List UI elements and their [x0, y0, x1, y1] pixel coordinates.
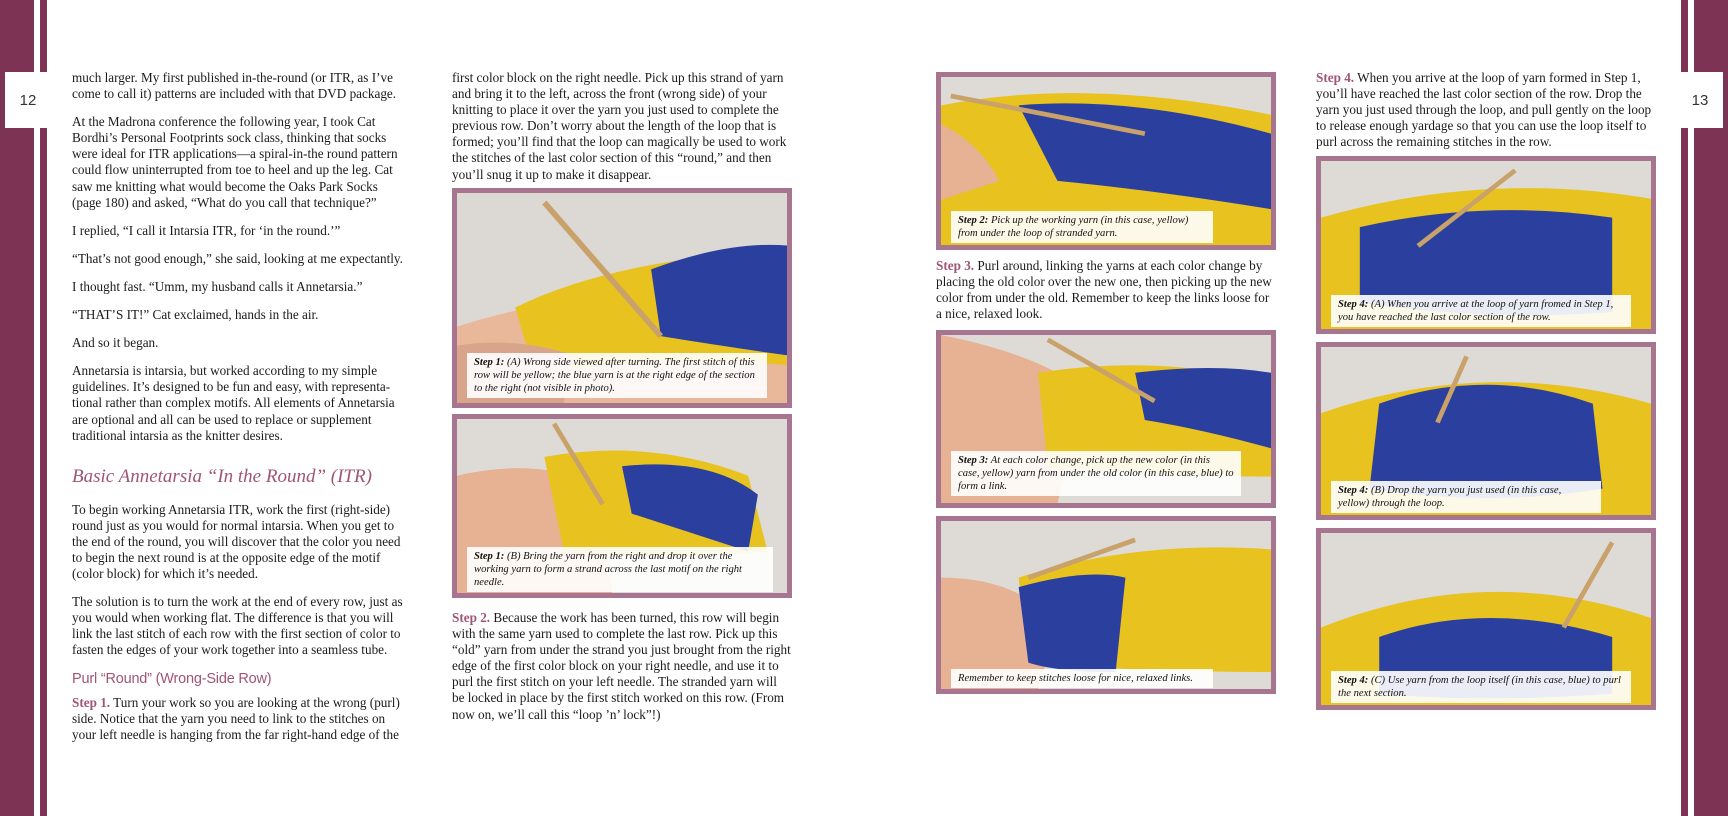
- step-text: Turn your work so you are looking at the wrong (purl) side. Notice that the yarn you need to link to the stitches on your left needle is hanging from the far right-hand edge of the: [72, 694, 400, 742]
- photo-caption: Step 1: (A) Wrong side viewed after turning. The first stitch of this row will be yellow; the blue yarn is at the right edge of the section to the right (not visible in photo).: [467, 353, 767, 398]
- knitting-photo-step2: [936, 72, 1276, 250]
- paragraph: “That’s not good enough,” she said, looking at me expectantly.: [72, 250, 403, 266]
- text-column-2-continued: [452, 610, 792, 735]
- photo-caption: Step 4: (A) When you arrive at the loop of yarn fromed in Step 1, you have reached the last color section of the row.: [1331, 295, 1631, 327]
- knitting-photo-illustration: [941, 521, 1271, 689]
- photo-caption: Step 2: Pick up the working yarn (in this case, yellow) from under the loop of stranded yarn.: [951, 211, 1213, 243]
- paragraph: first color block on the right needle. Pick up this strand of yarn and bring it to the left, across the front (wrong side) of your knitting to place it over the yarn you just used to complete the previous row. Don’t worry about the length of the loop that is formed; you’ll find that the loop can magically be used to work the stitches of the last color section of this “round,” and then you’ll snug it up to make it disappear.: [452, 70, 787, 182]
- paragraph: Annetarsia is intarsia, but worked according to my simple guidelines. It’s designed to be fun and easy, with representa-tional rather than complex motifs. All elements of Annetarsia are optional and all can be used to replace or supplement traditional intarsia as the knitter desires.: [72, 363, 395, 443]
- text-column-1: [72, 70, 406, 755]
- photo-caption: Remember to keep stitches loose for nice, relaxed links.: [951, 669, 1213, 688]
- knitting-photo-step4b: [1316, 342, 1656, 520]
- paragraph: To begin working Annetarsia ITR, work the first (right-side) round just as you would for normal intarsia. When you get to the end of the round, you will discover that the color you need to begin the next round is at the opposite edge of the motif (color block) for which it’s needed.: [72, 501, 401, 582]
- paragraph: “THAT’S IT!” Cat exclaimed, hands in the air.: [72, 307, 319, 323]
- subsection-heading: Purl “Round” (Wrong-Side Row): [72, 670, 272, 687]
- photo-caption: Step 1: (B) Bring the yarn from the right and drop it over the working yarn to form a strand across the last motif on the right needle.: [467, 547, 773, 592]
- step-1-paragraph: [72, 695, 406, 743]
- paragraph: much larger. My first published in-the-round (or ITR, as I’ve come to call it) patterns are included with that DVD package.: [72, 70, 397, 102]
- section-heading: Basic Annetarsia “In the Round” (ITR): [72, 465, 372, 487]
- paragraph: At the Madrona conference the following year, I took Cat Bordhi’s Personal Footprints sock class, thinking that socks were ideal for ITR applications—a spiral-in-the round pattern could flow uninterrupted from toe to heel and up the leg. Cat saw me knitting what would become the Oaks Park Socks (page 180) and asked, “What do you call that technique?”: [72, 114, 398, 210]
- paragraph: The solution is to turn the work at the end of every row, just as you would when working flat. The difference is that you will link the last stitch of each row with the first section of color to fasten the edges of your work together into a seamless tube.: [72, 594, 403, 658]
- step-label: Step 2.: [452, 610, 491, 625]
- step-label: Step 4.: [1316, 70, 1355, 85]
- step-2-paragraph: [452, 610, 792, 723]
- text-column-2: [452, 70, 792, 195]
- photo-caption: Step 4: (B) Drop the yarn you just used (in this case, yellow) through the loop.: [1331, 481, 1601, 513]
- text-column-4: [1316, 70, 1656, 162]
- page-number-right: 13: [1677, 72, 1723, 128]
- step-text: When you arrive at the loop of yarn formed in Step 1, you’ll have reached the last color section of the row. Drop the yarn you just used through the loop, and pull gently on the loop to release enough yardage so that you can use the loop itself to purl across the remaining stitches in the row.: [1316, 70, 1652, 150]
- knitting-photo-step4a: [1316, 156, 1656, 334]
- text-column-3: [936, 258, 1276, 334]
- photo-caption: Step 3: At each color change, pick up the new color (in this case, yellow) yarn from under the old color (in this case, blue) to form a link.: [951, 451, 1241, 496]
- step-label: Step 1.: [72, 694, 111, 710]
- step-4-paragraph: [1316, 70, 1656, 150]
- knitting-photo-step3: [936, 330, 1276, 508]
- step-text: Purl around, linking the yarns at each color change by placing the old color over the new one, then picking up the new color from under the old. Remember to keep the links loose for a nice, relaxed look.: [936, 258, 1272, 322]
- step-3-paragraph: [936, 258, 1276, 322]
- knitting-photo-loose-links: [936, 516, 1276, 694]
- step-label: Step 3.: [936, 258, 975, 273]
- knitting-photo-step1a: [452, 188, 792, 408]
- knitting-photo-step1b: [452, 414, 792, 598]
- paragraph: I replied, “I call it Intarsia ITR, for ‘in the round.’”: [72, 222, 341, 238]
- knitting-photo-step4c: [1316, 528, 1656, 710]
- page-number-left: 12: [5, 72, 51, 128]
- paragraph: And so it began.: [72, 335, 159, 351]
- photo-caption: Step 4: (C) Use yarn from the loop itself (in this case, blue) to purl the next section.: [1331, 671, 1631, 703]
- paragraph: I thought fast. “Umm, my husband calls it Annetarsia.”: [72, 278, 363, 294]
- step-text: Because the work has been turned, this row will begin with the same yarn used to complete the last row. Pick up this “old” yarn from under the strand you just brought from the right edge of the first color block on your right needle, and use it to purl the first stitch on your left needle. The stranded yarn will be locked in place by the first stitch worked on this row. (From now on, we’ll call this “loop ’n’ lock”!): [452, 610, 791, 722]
